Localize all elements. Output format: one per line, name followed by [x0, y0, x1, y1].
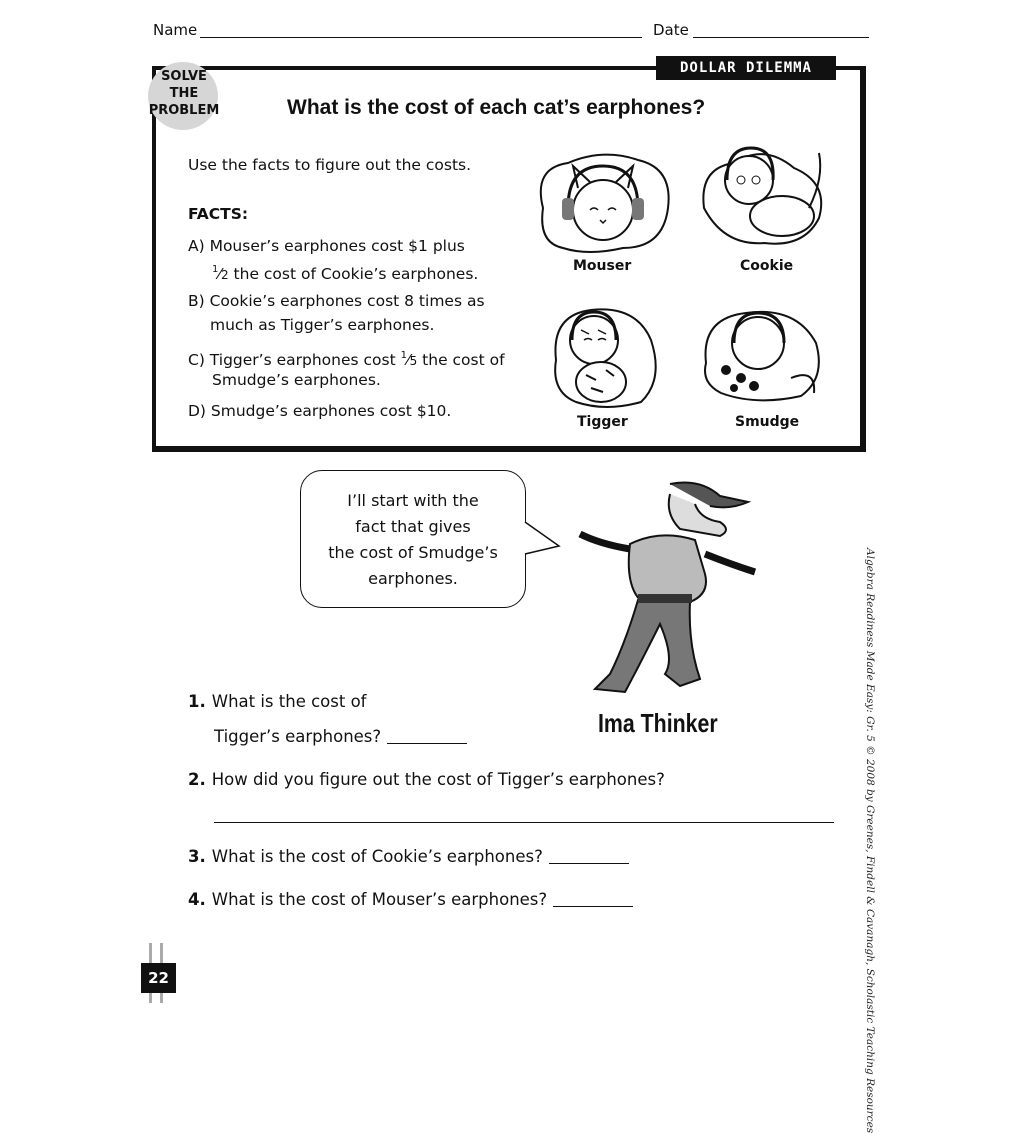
- speech-bubble-tail: [523, 520, 563, 560]
- fact-c-line2: Smudge’s earphones.: [212, 371, 381, 389]
- date-label: Date: [653, 21, 689, 39]
- tigger-cat-illustration: [546, 300, 666, 415]
- answer-4-blank[interactable]: [553, 892, 633, 907]
- fact-b-line2: much as Tigger’s earphones.: [210, 316, 435, 334]
- problem-question: What is the cost of each cat’s earphones?: [287, 96, 706, 119]
- fact-c-line1: C) Tigger’s earphones cost $^1$⁄5 the cost of: [188, 350, 505, 369]
- date-field[interactable]: [693, 37, 869, 38]
- answer-1-blank[interactable]: [387, 729, 467, 744]
- speech-bubble-text: I’ll start with the fact that gives the cost of Smudge’s earphones.: [328, 491, 498, 588]
- name-label: Name: [153, 21, 198, 39]
- question-4: 4. What is the cost of Mouser’s earphones?: [188, 890, 633, 909]
- name-field[interactable]: [200, 37, 642, 38]
- box-title-tab: DOLLAR DILEMMA: [656, 56, 836, 80]
- mouser-cat-illustration: [528, 148, 678, 258]
- cookie-cat-illustration: [694, 138, 834, 253]
- copyright-credit: Algebra Readiness Made Easy: Gr. 5 © 2008 by Greenes, Findell & Cavanagh, Scholastic Teaching Resources: [864, 548, 876, 1133]
- answer-2-line[interactable]: [214, 822, 834, 823]
- question-3: 3. What is the cost of Cookie’s earphones?: [188, 847, 629, 866]
- cat-label-cookie: Cookie: [740, 258, 794, 274]
- page-number: 22: [141, 963, 176, 993]
- fact-a-line1: A) Mouser’s earphones cost $1 plus: [188, 237, 465, 255]
- ima-thinker-illustration: [570, 474, 760, 699]
- answer-3-blank[interactable]: [549, 849, 629, 864]
- fact-d: D) Smudge’s earphones cost $10.: [188, 402, 452, 420]
- fact-a-line2: $^1$⁄2 the cost of Cookie’s earphones.: [212, 264, 479, 283]
- question-1-line1: 1. What is the cost of: [188, 692, 367, 711]
- question-2: 2. How did you figure out the cost of Tigger’s earphones?: [188, 770, 665, 789]
- solve-badge-text: SOLVE THE PROBLEM: [148, 69, 220, 118]
- smudge-cat-illustration: [696, 298, 830, 410]
- character-name: Ima Thinker: [598, 708, 718, 738]
- facts-heading: FACTS:: [188, 205, 249, 223]
- fact-b-line1: B) Cookie’s earphones cost 8 times as: [188, 292, 485, 310]
- intro-text: Use the facts to figure out the costs.: [188, 156, 472, 174]
- cat-label-smudge: Smudge: [735, 414, 800, 430]
- cat-label-tigger: Tigger: [577, 414, 628, 430]
- cat-label-mouser: Mouser: [573, 258, 632, 274]
- question-1-line2: Tigger’s earphones?: [214, 727, 467, 746]
